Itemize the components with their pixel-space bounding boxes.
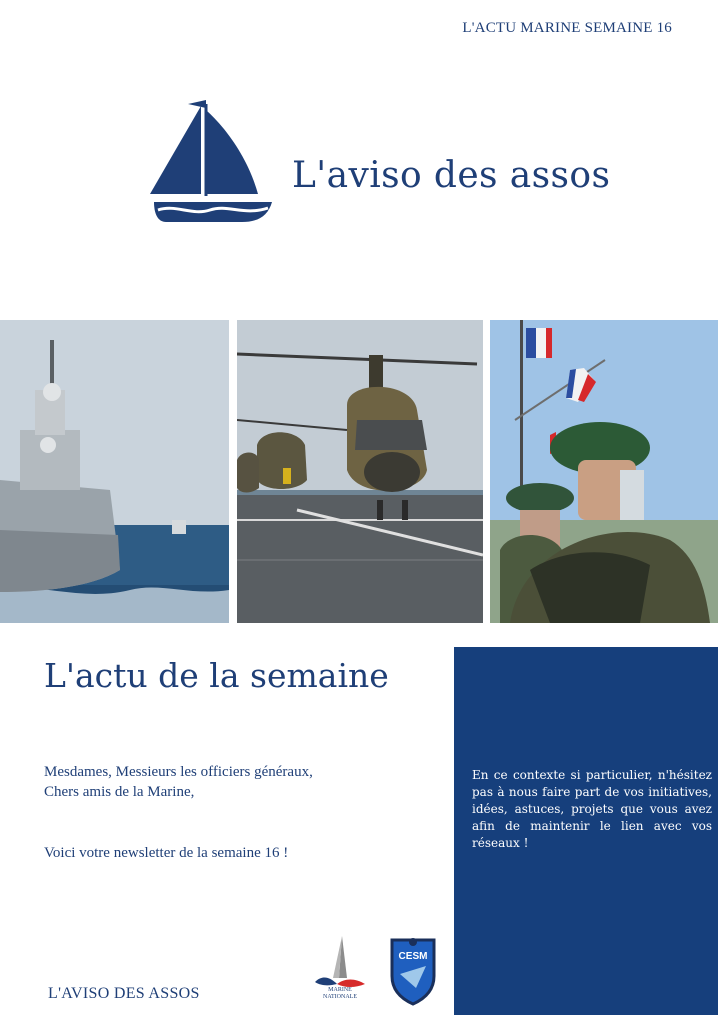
photo-warship	[0, 320, 229, 623]
greeting	[44, 762, 313, 802]
marine-logo-label-2: NATIONALE	[323, 994, 357, 1000]
brand-title: L'aviso des assos	[292, 155, 611, 196]
greeting-line-2: Chers amis de la Marine,	[44, 784, 195, 800]
info-panel	[454, 647, 718, 1015]
photo-soldiers	[490, 320, 718, 623]
intro-text: Voici votre newsletter de la semaine 16 !	[44, 845, 289, 861]
info-panel-text: En ce contexte si particulier, n'hésitez pas à nous faire part de vos initiatives, idées, astuces, projets que vous avez afin de maintenir le lien avec vos réseaux !	[472, 768, 712, 850]
marine-logo-label-1: MARINE	[328, 987, 352, 993]
marine-logo-label	[309, 987, 371, 1001]
header-tag: L'ACTU MARINE SEMAINE 16	[462, 20, 672, 36]
cesm-logo	[386, 936, 440, 1006]
cesm-logo-label: CESM	[398, 951, 428, 962]
photo-helicopters	[237, 320, 483, 623]
section-title: L'actu de la semaine	[44, 656, 389, 695]
sailboat-icon	[146, 98, 281, 228]
greeting-line-1: Mesdames, Messieurs les officiers généraux,	[44, 764, 313, 780]
footer-title: L'AVISO DES ASSOS	[48, 985, 200, 1002]
